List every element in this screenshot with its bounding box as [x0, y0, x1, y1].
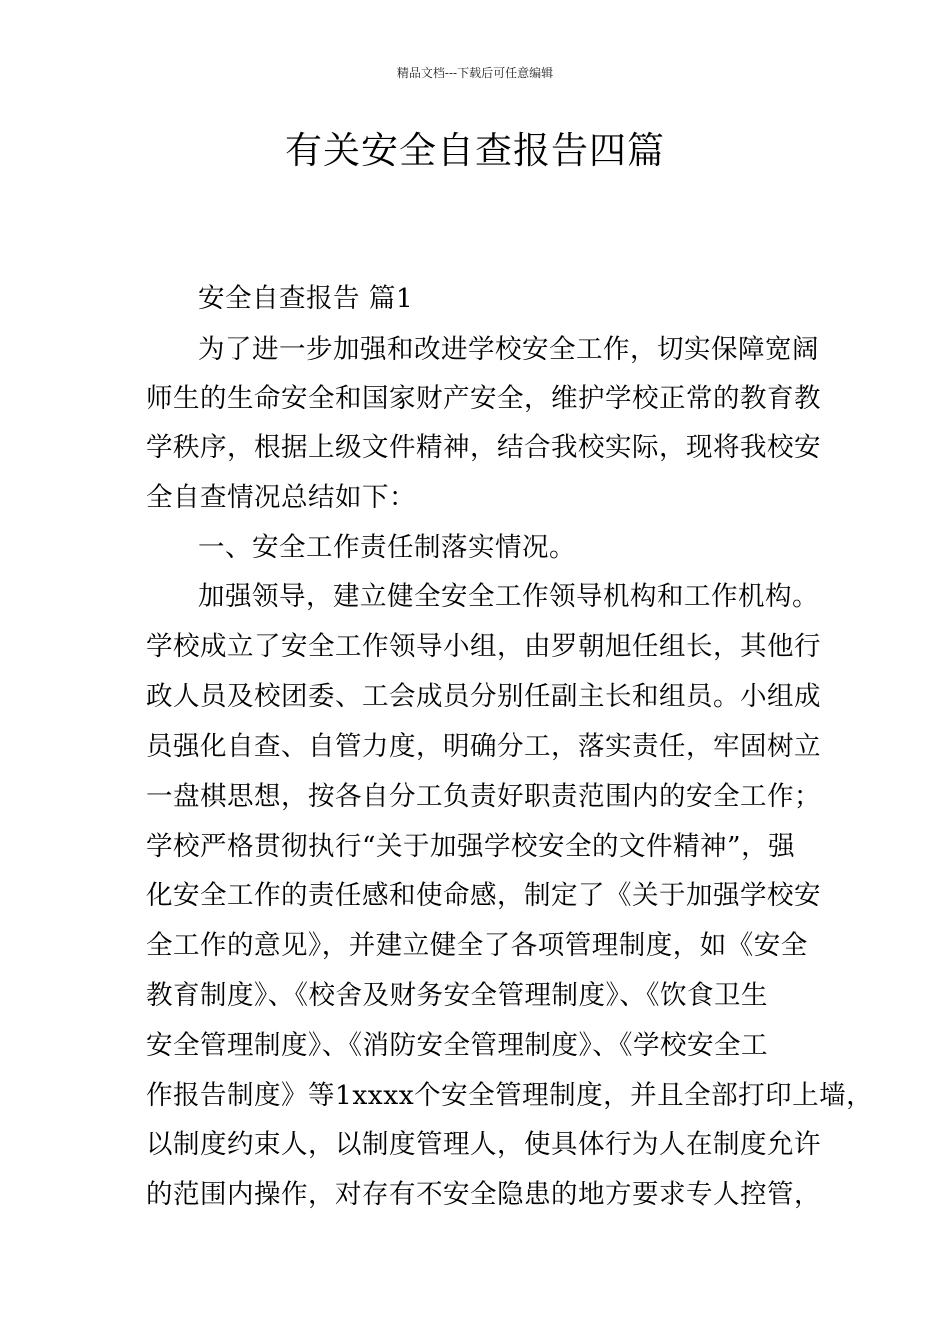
- document-title: 有关安全自查报告四篇: [285, 129, 665, 172]
- paragraph-line: 为了进一步加强和改进学校安全工作，切实保障宽阔: [198, 334, 819, 365]
- paragraph-line: 全工作的意见》，并建立健全了各项管理制度，如《安全: [146, 930, 808, 961]
- subsection-heading: 一、安全工作责任制落实情况。: [198, 532, 576, 563]
- paragraph-line: 学秩序，根据上级文件精神，结合我校实际，现将我校安: [146, 432, 821, 463]
- paragraph-line: 安全管理制度》、《消防安全管理制度》、《学校安全工: [146, 1030, 768, 1061]
- section-heading: 安全自查报告 篇1: [198, 283, 414, 314]
- paragraph-line: 一盘棋思想，按各自分工负责好职责范围内的安全工作；: [146, 781, 821, 812]
- paragraph-line: 以制度约束人，以制度管理人，使具体行为人在制度允许: [146, 1129, 821, 1160]
- paragraph-line: 的范围内操作，对存有不安全隐患的地方要求专人控管，: [146, 1179, 821, 1210]
- paragraph-line: 员强化自查、自管力度，明确分工，落实责任，牢固树立: [146, 731, 821, 762]
- paragraph-line: 化安全工作的责任感和使命感，制定了《关于加强学校安: [146, 880, 821, 911]
- paragraph-line: 学校成立了安全工作领导小组，由罗朝旭任组长，其他行: [146, 631, 821, 662]
- paragraph-line: 全自查情况总结如下：: [146, 482, 416, 513]
- paragraph-line: 加强领导，建立健全安全工作领导机构和工作机构。: [198, 581, 819, 612]
- paragraph-line: 教育制度》、《校舍及财务安全管理制度》、《饮食卫生: [146, 980, 768, 1011]
- paragraph-line: 作报告制度》等1xxxx个安全管理制度，并且全部打印上墙，: [146, 1080, 874, 1111]
- paragraph-line: 师生的生命安全和国家财产安全，维护学校正常的教育教: [146, 383, 821, 414]
- paragraph-line: 学校严格贯彻执行“关于加强学校安全的文件精神”，强: [146, 831, 796, 862]
- paragraph-line: 政人员及校团委、工会成员分别任副主长和组员。小组成: [146, 681, 821, 712]
- header-note: 精品文档---下载后可任意编辑: [396, 66, 554, 80]
